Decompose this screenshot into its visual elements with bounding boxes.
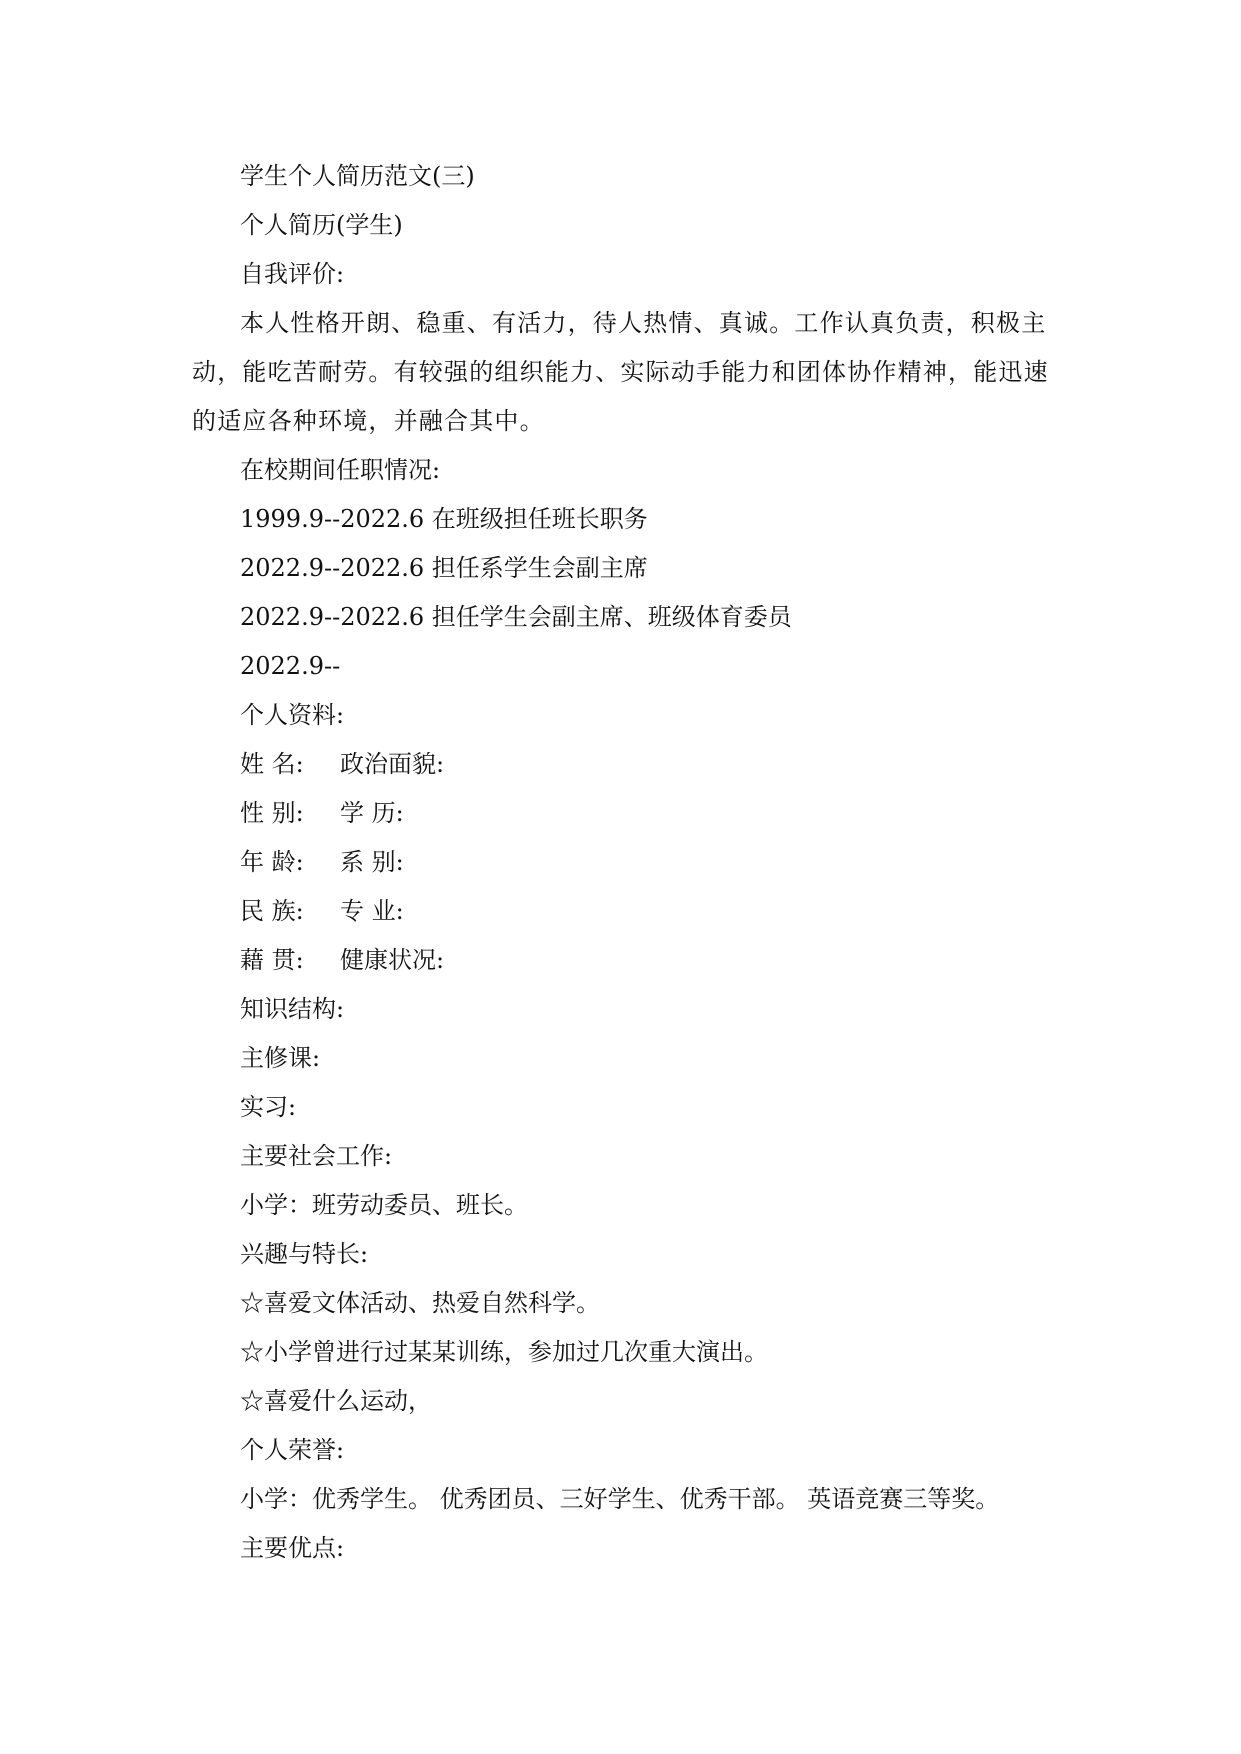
document-content	[192, 152, 1052, 1573]
school-position-item: 2022.9--2022.6 担任系学生会副主席	[240, 554, 648, 582]
major-courses-label: 主修课:	[240, 1044, 321, 1072]
field-label: 藉 贯:	[240, 946, 304, 974]
school-position-item: 2022.9--2022.6 担任学生会副主席、班级体育委员	[240, 603, 792, 631]
field-label: 年 龄:	[240, 848, 304, 876]
field-label: 学 历:	[340, 799, 404, 827]
document-title: 学生个人简历范文(三)	[240, 162, 475, 190]
hobbies-heading: 兴趣与特长:	[240, 1240, 369, 1268]
social-work-heading: 主要社会工作:	[240, 1142, 393, 1170]
self-eval-paragraph: 本人性格开朗、稳重、有活力，待人热情、真诚。工作认真负责，积极主动，能吃苦耐劳。有较强的组织能力、实际动手能力和团体协作精神，能迅速的适应各种环境，并融合其中。	[192, 309, 1049, 435]
field-label: 专 业:	[340, 897, 404, 925]
honors-text: 小学：优秀学生。 优秀团员、三好学生、优秀干部。 英语竞赛三等奖。	[240, 1485, 1000, 1513]
self-eval-heading: 自我评价:	[240, 260, 345, 288]
personal-field-row	[192, 789, 1052, 838]
personal-field-row	[192, 838, 1052, 887]
document-subtitle: 个人简历(学生)	[240, 211, 403, 239]
hobby-item: ☆喜爱什么运动，	[240, 1387, 432, 1415]
field-label: 性 别:	[240, 799, 304, 827]
school-position-item: 1999.9--2022.6 在班级担任班长职务	[240, 505, 648, 533]
hobby-item: ☆喜爱文体活动、热爱自然科学。	[240, 1289, 600, 1317]
hobby-item: ☆小学曾进行过某某训练，参加过几次重大演出。	[240, 1338, 768, 1366]
social-work-text: 小学：班劳动委员、班长。	[240, 1191, 528, 1219]
field-label: 姓 名:	[240, 750, 304, 778]
field-label: 政治面貌:	[340, 750, 445, 778]
personal-field-row	[192, 936, 1052, 985]
strengths-heading: 主要优点:	[240, 1534, 345, 1562]
knowledge-heading: 知识结构:	[240, 995, 345, 1023]
personal-field-row	[192, 887, 1052, 936]
field-label: 健康状况:	[340, 946, 445, 974]
school-position-item: 2022.9--	[240, 652, 341, 680]
school-positions-heading: 在校期间任职情况:	[240, 456, 441, 484]
field-label: 系 别:	[340, 848, 404, 876]
honors-heading: 个人荣誉:	[240, 1436, 345, 1464]
personal-field-row	[192, 740, 1052, 789]
field-label: 民 族:	[240, 897, 304, 925]
internship-label: 实习:	[240, 1093, 297, 1121]
personal-info-heading: 个人资料:	[240, 701, 345, 729]
